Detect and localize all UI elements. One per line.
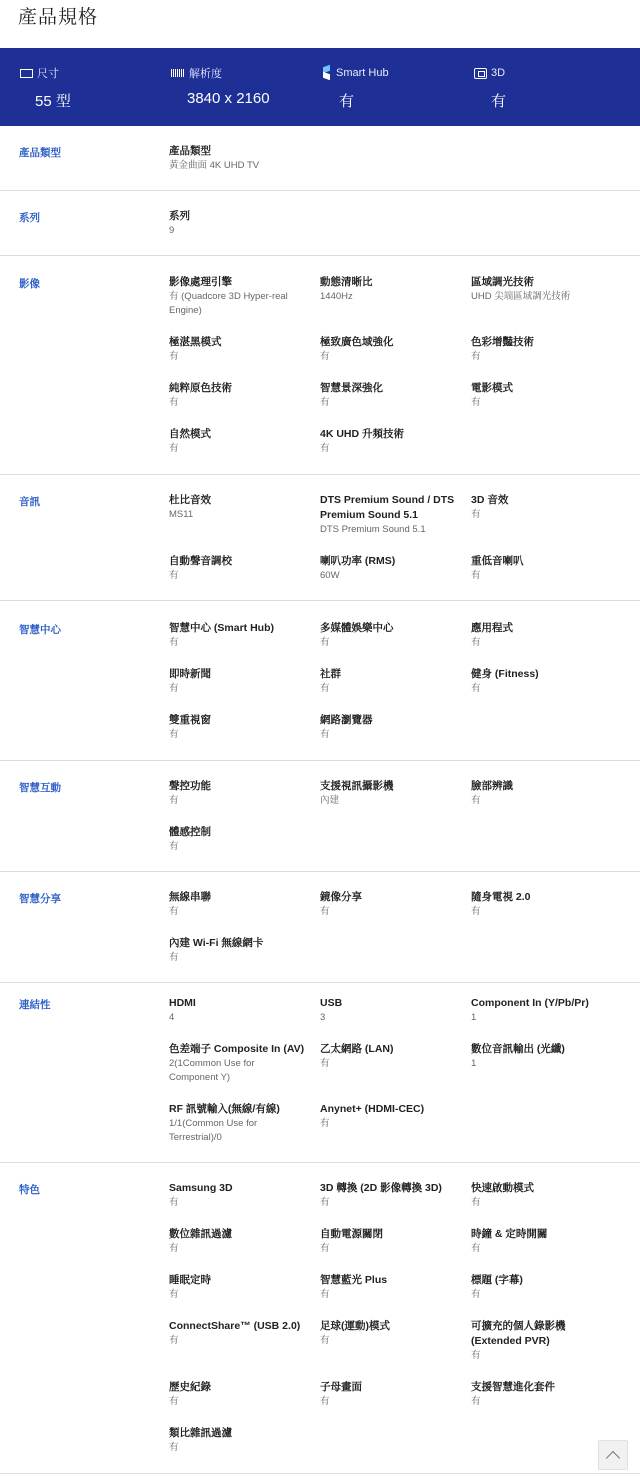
banner-resolution [171, 66, 270, 107]
banner-smart-hub [322, 66, 389, 111]
spec-value: 有 [471, 1289, 481, 1300]
spec-item [169, 779, 309, 808]
spec-value: 有 [169, 906, 179, 917]
spec-value: 有 [320, 729, 330, 740]
spec-value: 有 [169, 952, 179, 963]
banner-smart-hub-label: Smart Hub [336, 67, 389, 79]
banner-smart-hub-value: 有 [339, 93, 355, 110]
spec-value: 1 [471, 1058, 477, 1069]
spec-item [169, 554, 309, 583]
spec-item [320, 621, 460, 650]
spec-item [320, 1273, 460, 1302]
spec-value: 有 [320, 1118, 330, 1129]
spec-item [471, 890, 611, 919]
spec-item [320, 1181, 470, 1210]
spec-value: 有 [320, 1335, 330, 1346]
section-product-type [0, 126, 640, 191]
spec-item [169, 1181, 309, 1210]
section-audio [0, 475, 640, 601]
spec-label: 產品類型 [169, 145, 211, 157]
spec-item [320, 554, 460, 583]
spec-label: 數位音訊輸出 (光纖) [471, 1043, 565, 1055]
spec-item [320, 1102, 460, 1131]
spec-value: 3 [320, 1012, 326, 1023]
spec-value: 有 [320, 1197, 330, 1208]
spec-label: 支援視訊攝影機 [320, 780, 394, 792]
spec-value: 1 [471, 1012, 477, 1023]
spec-item [169, 493, 309, 522]
spec-label: 歷史紀錄 [169, 1381, 211, 1393]
spec-label: 聲控功能 [169, 780, 211, 792]
spec-value: 有 [471, 1197, 481, 1208]
spec-item [471, 1227, 611, 1256]
spec-value: 有 [169, 570, 179, 581]
spec-item [169, 144, 309, 173]
spec-item [169, 996, 309, 1025]
section-picture [0, 256, 640, 475]
spec-value: 有 [320, 1289, 330, 1300]
spec-value: 有 [169, 1442, 179, 1453]
spec-item [320, 1042, 460, 1071]
spec-item [471, 1380, 621, 1409]
spec-item [471, 1042, 611, 1071]
spec-label: 即時新聞 [169, 668, 211, 680]
spec-value: 有 [169, 637, 179, 648]
spec-item [471, 621, 611, 650]
spec-item [169, 621, 309, 650]
section-title: 特色 [19, 1184, 40, 1196]
spec-value: 有 [169, 1197, 179, 1208]
section-title: 智慧中心 [19, 624, 61, 636]
spec-label: 隨身電視 2.0 [471, 891, 531, 903]
spec-value: 有 [169, 397, 179, 408]
smart-hub-icon [322, 66, 332, 80]
spec-label: 極湛黑模式 [169, 336, 222, 348]
spec-label: 應用程式 [471, 622, 513, 634]
spec-item [169, 1426, 309, 1455]
spec-value: 有 [320, 906, 330, 917]
spec-value: MS11 [169, 509, 194, 520]
spec-item [320, 1380, 460, 1409]
spec-label: 喇叭功率 (RMS) [320, 555, 396, 567]
spec-item [471, 1273, 611, 1302]
spec-value: 有 [471, 795, 481, 806]
spec-value: 有 [169, 795, 179, 806]
spec-label: Component In (Y/Pb/Pr) [471, 997, 589, 1009]
spec-value: 4 [169, 1012, 175, 1023]
spec-label: Anynet+ (HDMI-CEC) [320, 1103, 425, 1115]
spec-value: 有 [471, 570, 481, 581]
spec-item [471, 493, 611, 522]
spec-value: 有 [320, 397, 330, 408]
spec-label: 睡眠定時 [169, 1274, 211, 1286]
spec-value: 有 [320, 637, 330, 648]
spec-label: 鏡像分享 [320, 891, 362, 903]
spec-label: 自動聲音調校 [169, 555, 232, 567]
spec-item [320, 1227, 460, 1256]
banner-resolution-value: 3840 x 2160 [187, 90, 270, 107]
spec-value: 60W [320, 570, 340, 581]
spec-label: 動態清晰比 [320, 276, 373, 288]
spec-value: DTS Premium Sound 5.1 [320, 524, 426, 535]
spec-label: 智慧藍光 Plus [320, 1274, 388, 1286]
spec-value: 9 [169, 225, 175, 236]
spec-value: 2(1Common Use for Component Y) [169, 1058, 255, 1083]
spec-item [471, 275, 631, 304]
spec-item [169, 381, 309, 410]
banner-3d-value: 有 [491, 93, 507, 110]
spec-item [169, 667, 309, 696]
spec-label: 色彩增豔技術 [471, 336, 534, 348]
spec-label: 影像處理引擎 [169, 276, 232, 288]
spec-value: 有 [169, 683, 179, 694]
spec-label: Samsung 3D [169, 1182, 233, 1194]
spec-item [169, 427, 309, 456]
spec-label: 雙重視窗 [169, 714, 211, 726]
section-smart-interaction [0, 761, 640, 872]
spec-value: 有 [471, 1350, 481, 1361]
spec-item [320, 667, 460, 696]
section-title: 系列 [19, 212, 40, 224]
section-title: 音訊 [19, 496, 40, 508]
spec-label: 可擴充的個人錄影機 (Extended PVR) [471, 1320, 566, 1347]
spec-item [169, 1102, 309, 1145]
spec-item [169, 890, 309, 919]
spec-value: 有 [320, 1396, 330, 1407]
spec-item [169, 713, 309, 742]
spec-value: 有 [169, 841, 179, 852]
spec-label: 快速啟動模式 [471, 1182, 534, 1194]
spec-label: 自動電源關閉 [320, 1228, 383, 1240]
spec-value: 有 [169, 729, 179, 740]
spec-label: USB [320, 997, 343, 1009]
spec-item [320, 713, 460, 742]
banner-size-value: 55 型 [35, 93, 71, 110]
banner-3d-label: 3D [491, 67, 506, 79]
spec-label: 體感控制 [169, 826, 211, 838]
spec-value: 有 [320, 683, 330, 694]
spec-label: 無線串聯 [169, 891, 211, 903]
screen-size-icon [20, 69, 33, 78]
section-title: 智慧互動 [19, 782, 61, 794]
banner-3d [474, 66, 506, 111]
spec-value: 1440Hz [320, 291, 353, 302]
spec-label: ConnectShare™ (USB 2.0) [169, 1320, 301, 1332]
spec-value: 有 [471, 1396, 481, 1407]
spec-item [169, 825, 309, 854]
banner-resolution-label: 解析度 [189, 68, 222, 80]
spec-item [320, 996, 460, 1025]
spec-label: 系列 [169, 210, 190, 222]
section-features [0, 1163, 640, 1474]
spec-value: 有 [169, 443, 179, 454]
spec-item [169, 1273, 309, 1302]
spec-label: 社群 [320, 668, 341, 680]
spec-label: 時鐘 & 定時開關 [471, 1228, 548, 1240]
spec-value: 1/1(Common Use for Terrestrial)/0 [169, 1118, 258, 1143]
section-smart-hub [0, 601, 640, 761]
spec-label: 區域調光技術 [471, 276, 534, 288]
spec-label: 極致廣色域強化 [320, 336, 394, 348]
spec-label: 標題 (字幕) [471, 1274, 523, 1286]
spec-value: 有 [320, 443, 330, 454]
spec-item [169, 1227, 309, 1256]
spec-label: 3D 轉換 (2D 影像轉換 3D) [320, 1182, 442, 1194]
spec-item [320, 381, 460, 410]
spec-value: 有 [169, 1289, 179, 1300]
spec-label: 數位雜訊過濾 [169, 1228, 232, 1240]
spec-value: 有 [471, 509, 481, 520]
section-connectivity [0, 983, 640, 1163]
section-series [0, 191, 640, 256]
spec-label: 臉部辨識 [471, 780, 513, 792]
spec-value: 有 [320, 1058, 330, 1069]
spec-item [471, 1319, 591, 1363]
spec-label: 3D 音效 [471, 494, 509, 506]
resolution-icon [171, 69, 185, 77]
spec-item [471, 996, 631, 1025]
spec-label: 自然模式 [169, 428, 211, 440]
spec-item [320, 493, 460, 537]
spec-value: 有 (Quadcore 3D Hyper-real Engine) [169, 291, 288, 316]
spec-value: 有 [320, 1243, 330, 1254]
spec-label: 乙太網路 (LAN) [320, 1043, 394, 1055]
spec-item [320, 427, 460, 456]
spec-label: 多媒體娛樂中心 [320, 622, 394, 634]
spec-label: 內建 Wi-Fi 無線網卡 [169, 937, 264, 949]
spec-item [169, 1042, 319, 1085]
spec-value: 有 [169, 1243, 179, 1254]
spec-item [169, 209, 309, 238]
spec-label: 杜比音效 [169, 494, 211, 506]
spec-label: 電影模式 [471, 382, 513, 394]
spec-label: 健身 (Fitness) [471, 668, 539, 680]
spec-value: 有 [471, 637, 481, 648]
spec-item [320, 335, 460, 364]
spec-label: HDMI [169, 997, 196, 1009]
section-smart-sharing [0, 872, 640, 983]
spec-item [320, 275, 460, 304]
spec-label: 類比雜訊過濾 [169, 1427, 232, 1439]
spec-value: 內建 [320, 795, 340, 806]
spec-value: 有 [169, 351, 179, 362]
spec-label: RF 訊號輸入(無線/有線) [169, 1103, 280, 1115]
3d-icon [474, 68, 487, 79]
page-title: 產品規格 [18, 7, 99, 28]
spec-item [169, 275, 309, 318]
spec-item [471, 381, 611, 410]
spec-item [471, 667, 611, 696]
spec-label: 足球(運動)模式 [320, 1320, 390, 1332]
spec-value: 有 [471, 351, 481, 362]
chevron-up-icon [606, 1450, 620, 1464]
section-title: 連結性 [19, 999, 51, 1011]
spec-label: 純粹原色技術 [169, 382, 232, 394]
spec-value: 有 [471, 1243, 481, 1254]
spec-label: 智慧中心 (Smart Hub) [169, 622, 274, 634]
spec-label: 子母畫面 [320, 1381, 362, 1393]
spec-item [169, 1319, 319, 1348]
spec-item [169, 1380, 309, 1409]
spec-item [320, 890, 460, 919]
banner-size-label: 尺寸 [37, 68, 59, 80]
section-title: 智慧分享 [19, 893, 61, 905]
spec-value: 有 [471, 906, 481, 917]
section-title: 影像 [19, 278, 40, 290]
spec-label: 支援智慧進化套件 [471, 1381, 555, 1393]
spec-value: 黃金曲面 4K UHD TV [169, 160, 260, 171]
spec-label: DTS Premium Sound / DTS Premium Sound 5.1 [320, 494, 455, 521]
spec-label: 智慧景深強化 [320, 382, 383, 394]
spec-label: 重低音喇叭 [471, 555, 524, 567]
spec-value: 有 [471, 397, 481, 408]
spec-value: UHD 尖端區域調光技術 [471, 291, 571, 302]
scroll-to-top-button[interactable] [598, 1440, 628, 1470]
spec-item [169, 936, 309, 965]
spec-label: 色差端子 Composite In (AV) [169, 1043, 305, 1055]
spec-label: 4K UHD 升頻技術 [320, 428, 405, 440]
spec-item [471, 335, 611, 364]
spec-item [471, 779, 611, 808]
spec-value: 有 [471, 683, 481, 694]
spec-item [320, 779, 460, 808]
banner-size [20, 66, 71, 111]
key-specs-banner [0, 48, 640, 126]
section-title: 產品類型 [19, 147, 61, 159]
spec-item [320, 1319, 460, 1348]
spec-label: 網路瀏覽器 [320, 714, 373, 726]
spec-item [169, 335, 309, 364]
spec-item [471, 554, 611, 583]
spec-value: 有 [169, 1335, 179, 1346]
spec-value: 有 [169, 1396, 179, 1407]
spec-item [471, 1181, 611, 1210]
spec-value: 有 [320, 351, 330, 362]
